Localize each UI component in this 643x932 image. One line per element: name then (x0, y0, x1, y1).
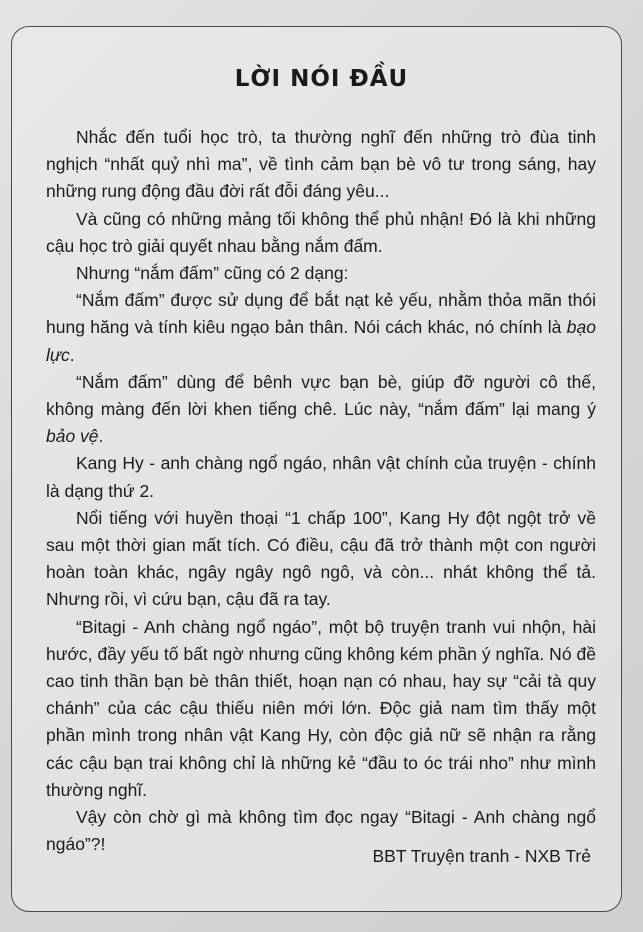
paragraph-7: Nổi tiếng với huyền thoại “1 chấp 100”, Kang Hy đột ngột trở về sau một thời gian mất tích. Có điều, cậu đã trở thành một con người hoàn toàn khác, ngây ngây ngô ngô, và còn... nhát không thể tả. Nhưng rồi, vì cứu bạn, cậu đã ra tay. (46, 507, 596, 610)
signature: BBT Truyện tranh - NXB Trẻ (372, 846, 591, 866)
paragraph-8: “Bitagi - Anh chàng ngổ ngáo”, một bộ truyện tranh vui nhộn, hài hước, đầy yếu tố bất ngờ nhưng cũng không kém phần ý nghĩa. Nó đề cao tinh thần bạn bè thân thiết, hoạn nạn có nhau, hay sự “cải tà quy chánh” của các cậu thiếu niên mới lớn. Độc giả nam tìm thấy một phần mình trong nhân vật Kang Hy, còn độc giả nữ sẽ nhận ra rằng các cậu bạn trai không chỉ là những kẻ “đầu to óc trái nho” như mình thường nghĩ. (46, 616, 596, 800)
paragraph-5 (46, 369, 596, 451)
paragraph-3: Nhưng “nắm đấm” cũng có 2 dạng: (76, 263, 349, 284)
paragraph-4-text: “Nắm đấm” được sử dụng để bắt nạt kẻ yếu, nhằm thỏa mãn thói hung hăng và tính kiêu ngạo bản thân. Nói cách khác, nó chính là (46, 290, 596, 338)
paragraph-6: Kang Hy - anh chàng ngổ ngáo, nhân vật chính của truyện - chính là dạng thứ 2. (46, 453, 596, 501)
paragraph-4 (46, 287, 596, 369)
paragraph-5-emphasis: bảo vệ (46, 426, 99, 447)
paragraph-4-emphasis: bạo lực (46, 317, 596, 365)
paragraph-1: Nhắc đến tuổi học trò, ta thường nghĩ đến những trò đùa tinh nghịch “nhất quỷ nhì ma”, về tình cảm bạn bè vô tư trong sáng, hay những rung động đầu đời rất đỗi đáng yêu... (46, 127, 596, 202)
foreword-body (46, 124, 596, 858)
paragraph-5-text: “Nắm đấm” dùng để bênh vực bạn bè, giúp đỡ người cô thế, không màng đến lời khen tiếng chê. Lúc này, “nắm đấm” lại mang ý (46, 371, 596, 420)
paragraph-9: Vậy còn chờ gì mà không tìm đọc ngay “Bitagi - Anh chàng ngổ ngáo”?! (46, 807, 596, 855)
paragraph-4-end: . (69, 344, 75, 365)
page-title: LỜI NÓI ĐẦU (234, 66, 409, 92)
paragraph-5-end: . (98, 426, 104, 447)
paragraph-2: Và cũng có những mảng tối không thể phủ nhận! Đó là khi những cậu học trò giải quyết nhau bằng nắm đấm. (46, 208, 596, 256)
